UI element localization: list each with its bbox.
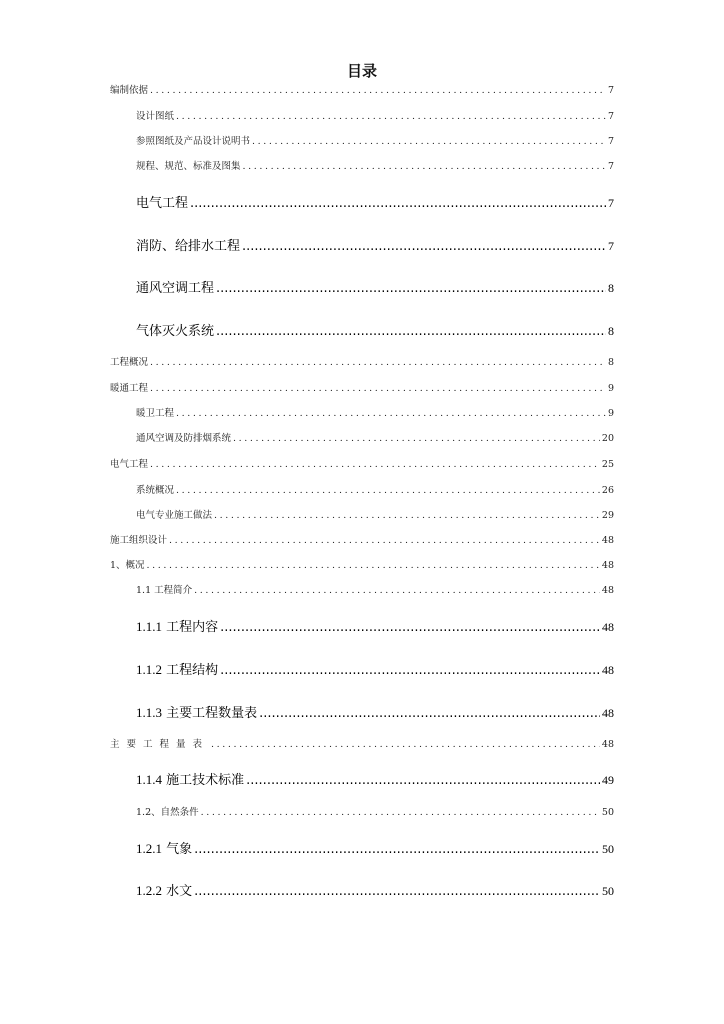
toc-entry-page: 50: [601, 807, 614, 818]
toc-entry-label: 电气专业施工做法: [136, 510, 213, 521]
toc-entry-page: 26: [601, 485, 614, 496]
toc-entry-label: 施工组织设计: [110, 535, 168, 546]
dot-leader: [252, 136, 606, 147]
toc-entry-label: 暖卫工程: [136, 408, 175, 419]
toc-entry-label: 通风空调工程: [136, 281, 215, 296]
dot-leader: [150, 459, 600, 470]
toc-entry-page: 48: [602, 620, 614, 634]
dot-leader: [190, 196, 606, 211]
toc-entry-label: 设计图纸: [136, 111, 175, 122]
toc-title: 目录: [346, 62, 377, 80]
toc-entry-label: 暖通工程: [110, 383, 149, 394]
toc-entry-page: 48: [601, 739, 614, 750]
toc-entry-page: 7: [608, 196, 614, 210]
toc-entry-label: 编制依据: [110, 85, 149, 96]
toc-entry-text: 工程结构: [166, 663, 219, 678]
toc-entry-page: 7: [607, 111, 614, 122]
toc-entry-label: [136, 702, 257, 721]
toc-entry-label: 电气工程: [136, 196, 189, 211]
dot-leader: [246, 773, 600, 788]
dot-leader: [169, 535, 600, 546]
toc-entry[interactable]: [136, 158, 614, 172]
toc-entry-label: [136, 659, 218, 678]
dot-leader: [194, 884, 600, 899]
dot-leader: [211, 739, 600, 750]
toc-entry-label: 1、概况: [110, 560, 145, 571]
dot-leader: [214, 510, 600, 521]
toc-entry-page: 49: [602, 773, 614, 787]
toc-entry[interactable]: [136, 838, 614, 857]
toc-entry[interactable]: [110, 82, 614, 96]
toc-entry-label: 规程、规范、标准及图集: [136, 161, 241, 172]
toc-entry-label: [136, 616, 218, 635]
dot-leader: [243, 161, 606, 172]
toc-entry-label: 通风空调及防排烟系统: [136, 433, 232, 444]
toc-entry-page: 7: [607, 136, 614, 147]
toc-entry[interactable]: [136, 192, 614, 211]
dot-leader: [233, 433, 600, 444]
dot-leader: [201, 807, 600, 818]
toc-entry-page: 7: [607, 161, 614, 172]
dot-leader: [176, 485, 600, 496]
toc-entry[interactable]: [136, 702, 614, 721]
toc-entry-page: 48: [601, 535, 614, 546]
dot-leader: [194, 842, 600, 857]
toc-entry[interactable]: [110, 380, 614, 394]
toc-entry-page: 7: [608, 239, 614, 253]
toc-entry-label: 1.2、自然条件: [136, 807, 199, 818]
toc-entry-label: 1.1 工程简介: [136, 585, 193, 596]
toc-entry-number: 1.2.1: [136, 841, 162, 856]
toc-entry[interactable]: [136, 277, 614, 296]
toc-entry-label: 消防、给排水工程: [136, 239, 241, 254]
toc-entry-page: 50: [602, 884, 614, 898]
toc-entry-number: 1.2.2: [136, 883, 162, 898]
toc-entry-page: 8: [608, 281, 614, 295]
toc-entry[interactable]: [136, 482, 614, 496]
toc-entry-page: 8: [607, 357, 614, 368]
toc-entry-page: 48: [601, 560, 614, 571]
toc-entry-text: 气象: [166, 842, 193, 857]
toc-entry[interactable]: [136, 659, 614, 678]
toc-entry[interactable]: [110, 532, 614, 546]
toc-entry[interactable]: [136, 507, 614, 521]
toc-entry-text: 主要工程数量表: [166, 706, 258, 721]
dot-leader: [147, 560, 600, 571]
dot-leader: [216, 281, 606, 296]
toc-entry-page: 48: [602, 706, 614, 720]
dot-leader: [150, 85, 606, 96]
toc-entry-number: 1.1.2: [136, 662, 162, 677]
toc-entry[interactable]: [136, 108, 614, 122]
toc-entry-page: 9: [607, 383, 614, 394]
dot-leader: [242, 239, 606, 254]
toc-entry[interactable]: [136, 405, 614, 419]
dot-leader: [176, 111, 606, 122]
dot-leader: [216, 324, 606, 339]
toc-entry[interactable]: [110, 354, 614, 368]
toc-entry-page: 20: [601, 433, 614, 444]
toc-entry-label: [136, 838, 192, 857]
dot-leader: [194, 585, 600, 596]
toc-entry[interactable]: [110, 557, 614, 571]
toc-entry-label: 参照图纸及产品设计说明书: [136, 136, 251, 147]
toc-entry-page: 48: [601, 585, 614, 596]
toc-entry-label: [136, 769, 244, 788]
toc-entry[interactable]: [136, 880, 614, 899]
dot-leader: [220, 620, 600, 635]
toc-entry[interactable]: [136, 616, 614, 635]
toc-entry-page: 48: [602, 663, 614, 677]
dot-leader: [150, 383, 606, 394]
toc-entry[interactable]: [136, 320, 614, 339]
dot-leader: [259, 706, 600, 721]
toc-entry[interactable]: [136, 804, 614, 818]
dot-leader: [150, 357, 606, 368]
toc-entry[interactable]: [136, 235, 614, 254]
toc-entry-label: [136, 880, 192, 899]
toc-entry-label: 系统概况: [136, 485, 175, 496]
toc-entry-label: 工程概况: [110, 357, 149, 368]
toc-entry[interactable]: [110, 456, 614, 470]
dot-leader: [220, 663, 600, 678]
toc-entry-text: 水文: [166, 884, 193, 899]
toc-entry-number: 1.1.4: [136, 772, 162, 787]
toc-entry-page: 50: [602, 842, 614, 856]
toc-entry-number: 1.1.1: [136, 619, 162, 634]
toc-entry[interactable]: [136, 769, 614, 788]
dot-leader: [176, 408, 606, 419]
toc-entry-text: 施工技术标准: [166, 773, 245, 788]
toc-entry-page: 7: [607, 85, 614, 96]
toc-entry[interactable]: [110, 736, 614, 750]
toc-entry-page: 29: [601, 510, 614, 521]
toc-entry-page: 25: [601, 459, 614, 470]
toc-entry[interactable]: [136, 582, 614, 596]
toc-entry[interactable]: [136, 133, 614, 147]
toc-entry[interactable]: [136, 430, 614, 444]
toc-entry-number: 1.1.3: [136, 705, 162, 720]
toc-entry-page: 9: [607, 408, 614, 419]
toc-entry-text: 工程内容: [166, 620, 219, 635]
toc-entry-label: 气体灭火系统: [136, 324, 215, 339]
toc-entry-label: 主要工程量表: [110, 739, 210, 750]
toc-entry-page: 8: [608, 324, 614, 338]
toc-entry-label: 电气工程: [110, 459, 149, 470]
